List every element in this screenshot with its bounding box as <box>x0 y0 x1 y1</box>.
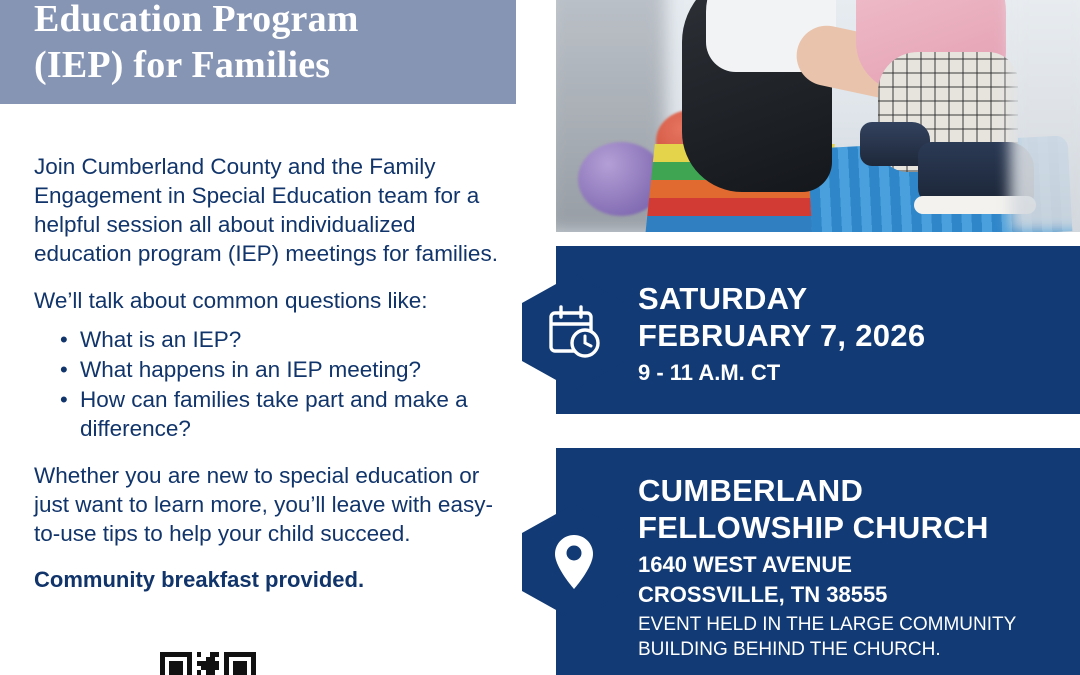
list-item: • What happens in an IEP meeting? <box>60 355 516 384</box>
address-line-2: CROSSVILLE, TN 38555 <box>638 582 888 607</box>
location-card-text <box>638 472 1072 662</box>
questions-list <box>34 325 516 443</box>
intro-paragraph: Join Cumberland County and the Family Engagement in Special Education team for a helpful session all about individualized education program (IEP) meetings for families. <box>34 154 498 266</box>
body-copy <box>34 152 516 594</box>
questions-lead-in: We’ll talk about common questions like: <box>34 288 428 313</box>
page-title-line-2: Education Program <box>34 0 359 40</box>
list-item: • How can families take part and make a difference? <box>60 385 516 443</box>
venue-name-line-2: FELLOWSHIP CHURCH <box>638 510 989 545</box>
qr-code-matrix <box>160 652 256 675</box>
event-time: 9 - 11 A.M. CT <box>638 360 781 385</box>
closing-paragraph: Whether you are new to special education or just want to learn more, you’ll leave with easy-to-use tips to help your child succeed. <box>34 463 493 546</box>
page-title-line-3: (IEP) for Families <box>34 44 331 86</box>
venue-note-line-2: BUILDING BEHIND THE CHURCH. <box>638 639 941 660</box>
venue-note-line-1: EVENT HELD IN THE LARGE COMMUNITY <box>638 614 1017 635</box>
location-card <box>556 448 1080 675</box>
venue-name-line-1: CUMBERLAND <box>638 473 864 508</box>
breakfast-note: Community breakfast provided. <box>34 567 365 592</box>
qr-code[interactable] <box>160 652 256 675</box>
photo-children-activity <box>556 0 1080 232</box>
list-item: • What is an IEP? <box>60 325 516 354</box>
right-content-column <box>556 0 1080 675</box>
date-card-text <box>638 280 1072 388</box>
date-card <box>556 246 1080 414</box>
flyer-title-band <box>0 0 516 104</box>
event-date: FEBRUARY 7, 2026 <box>638 318 926 353</box>
address-line-1: 1640 WEST AVENUE <box>638 552 852 577</box>
event-day: SATURDAY <box>638 281 808 316</box>
